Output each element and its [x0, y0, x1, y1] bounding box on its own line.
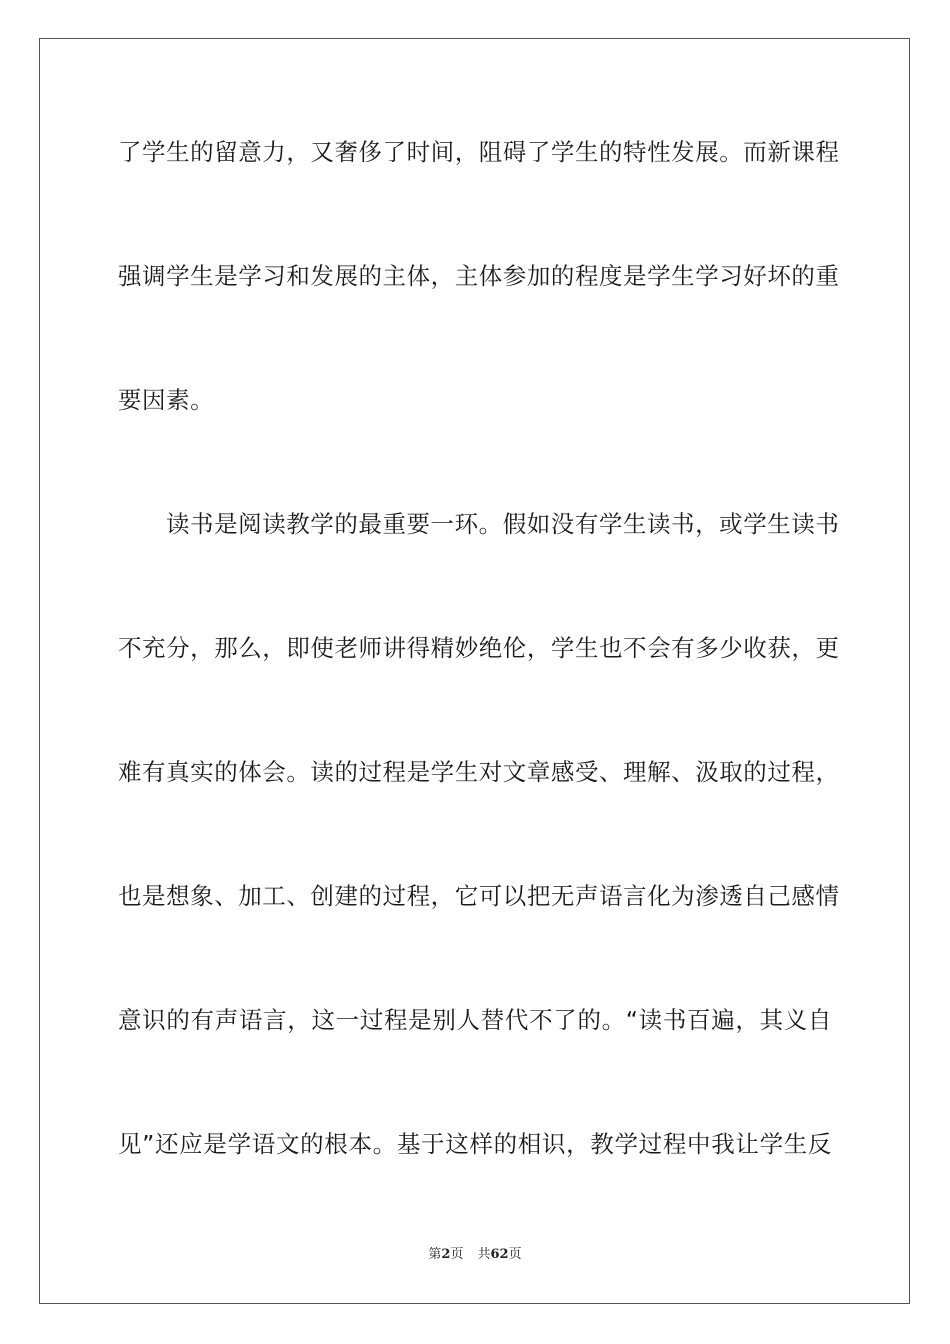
footer-total-prefix: 共 [477, 1247, 491, 1262]
footer-page-prefix: 第 [428, 1247, 442, 1262]
page-border [39, 38, 910, 1304]
body-line-3: 要因素。 [118, 386, 215, 414]
body-line-8: 意识的有声语言，这一过程是别人替代不了的。“读书百遍，其义自 [118, 1006, 832, 1034]
body-line-9: 见”还应是学语文的根本。基于这样的相识，教学过程中我让学生反 [118, 1130, 832, 1158]
body-line-1: 了学生的留意力，又奢侈了时间，阻碍了学生的特性发展。而新课程 [118, 138, 840, 166]
body-line-2: 强调学生是学习和发展的主体，主体参加的程度是学生学习好坏的重 [118, 262, 840, 290]
body-line-4: 读书是阅读教学的最重要一环。假如没有学生读书，或学生读书 [166, 510, 840, 538]
footer-page-number: 2 [441, 1247, 451, 1262]
body-line-7: 也是想象、加工、创建的过程，它可以把无声语言化为渗透自己感情 [118, 882, 840, 910]
footer-page-suffix: 页 [450, 1247, 464, 1262]
footer-total-number: 62 [490, 1247, 509, 1262]
body-line-5: 不充分，那么，即使老师讲得精妙绝伦，学生也不会有多少收获，更 [118, 634, 840, 662]
footer-total-suffix: 页 [508, 1247, 522, 1262]
body-line-6: 难有真实的体会。读的过程是学生对文章感受、理解、汲取的过程， [118, 758, 840, 786]
page-footer [0, 1243, 950, 1262]
